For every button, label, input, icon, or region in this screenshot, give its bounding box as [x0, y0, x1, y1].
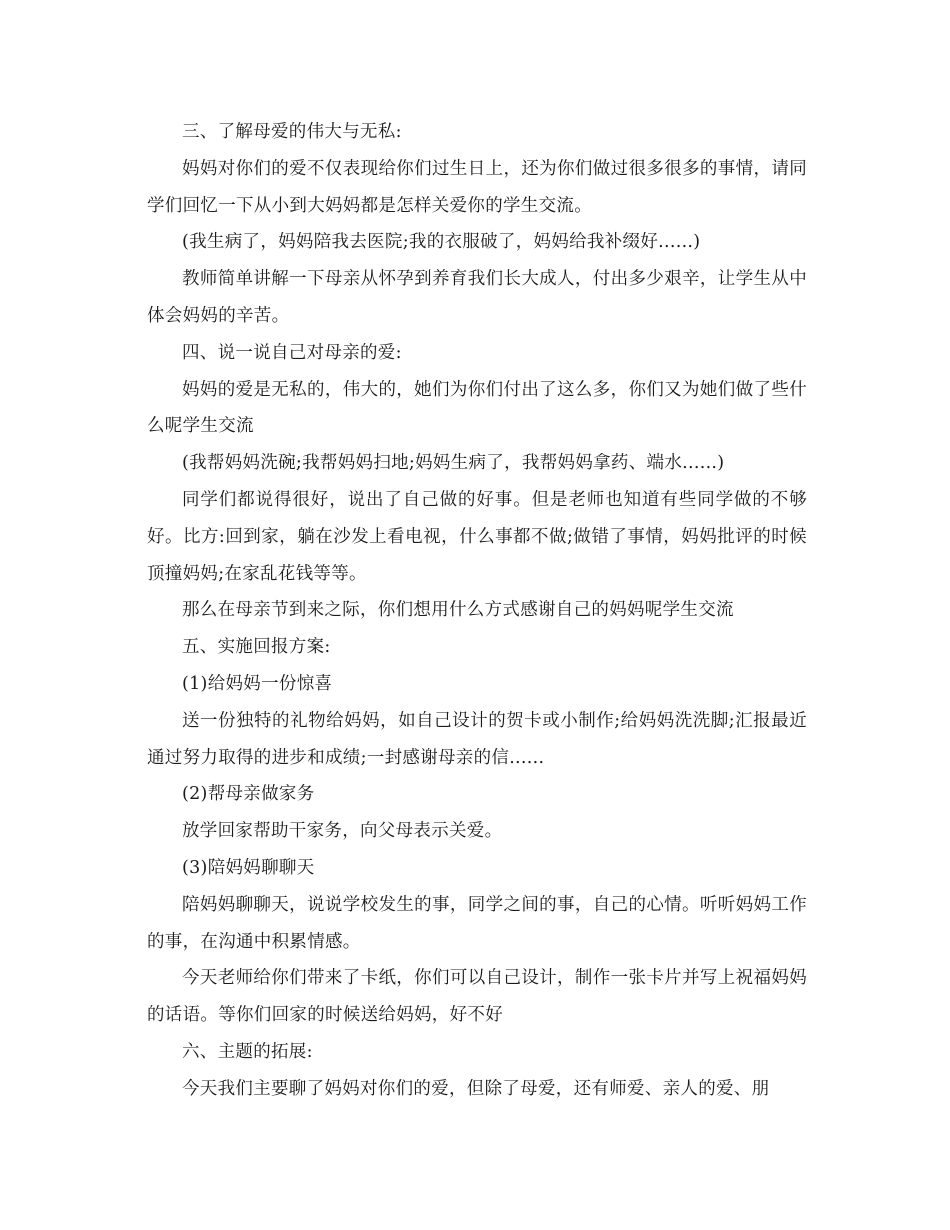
list-item-heading: (1)给妈妈一份惊喜: [182, 673, 333, 694]
paragraph: 放学回家帮助干家务，向父母表示关爱。: [182, 821, 503, 842]
list-item-heading: (3)陪妈妈聊聊天: [182, 857, 315, 878]
paragraph: 妈妈对你们的爱不仅表现给你们过生日上，还为你们做过很多很多的事情，请同学们回忆一下从小到大妈妈都是怎样关爱你的学生交流。: [147, 158, 807, 216]
section-heading-6: 六、主题的拓展:: [182, 1041, 313, 1062]
paragraph: (我帮妈妈洗碗;我帮妈妈扫地;妈妈生病了，我帮妈妈拿药、端水......): [182, 453, 725, 474]
paragraph: 今天我们主要聊了妈妈对你们的爱，但除了母爱，还有师爱、亲人的爱、朋: [182, 1078, 770, 1099]
paragraph: 同学们都说得很好，说出了自己做的好事。但是老师也知道有些同学做的不够好。比方:回到家，躺在沙发上看电视，什么事都不做;做错了事情，妈妈批评的时候顶撞妈妈;在家乱花钱等等。: [147, 489, 807, 584]
paragraph: 教师简单讲解一下母亲从怀孕到养育我们长大成人，付出多少艰辛，让学生从中体会妈妈的辛苦。: [147, 269, 807, 326]
section-heading-5: 五、实施回报方案:: [182, 637, 331, 658]
document-body: [147, 114, 807, 1108]
paragraph: 那么在母亲节到来之际，你们想用什么方式感谢自己的妈妈呢学生交流: [182, 600, 734, 621]
paragraph: (我生病了，妈妈陪我去医院;我的衣服破了，妈妈给我补缀好......): [182, 232, 701, 253]
section-heading-3: 三、了解母爱的伟大与无私:: [182, 122, 402, 142]
paragraph: 今天老师给你们带来了卡纸，你们可以自己设计，制作一张卡片并写上祝福妈妈的话语。等你们回家的时候送给妈妈，好不好: [147, 968, 807, 1026]
section-heading-4: 四、说一说自己对母亲的爱:: [182, 342, 402, 363]
paragraph: 妈妈的爱是无私的，伟大的，她们为你们付出了这么多，你们又为她们做了些什么呢学生交流: [147, 379, 807, 437]
paragraph: 送一份独特的礼物给妈妈，如自己设计的贺卡或小制作;给妈妈洗洗脚;汇报最近通过努力取得的进步和成绩;一封感谢母亲的信......: [147, 710, 807, 768]
list-item-heading: (2)帮母亲做家务: [182, 784, 315, 805]
paragraph: 陪妈妈聊聊天，说说学校发生的事，同学之间的事，自己的心情。听听妈妈工作的事，在沟通中积累情感。: [147, 894, 807, 952]
